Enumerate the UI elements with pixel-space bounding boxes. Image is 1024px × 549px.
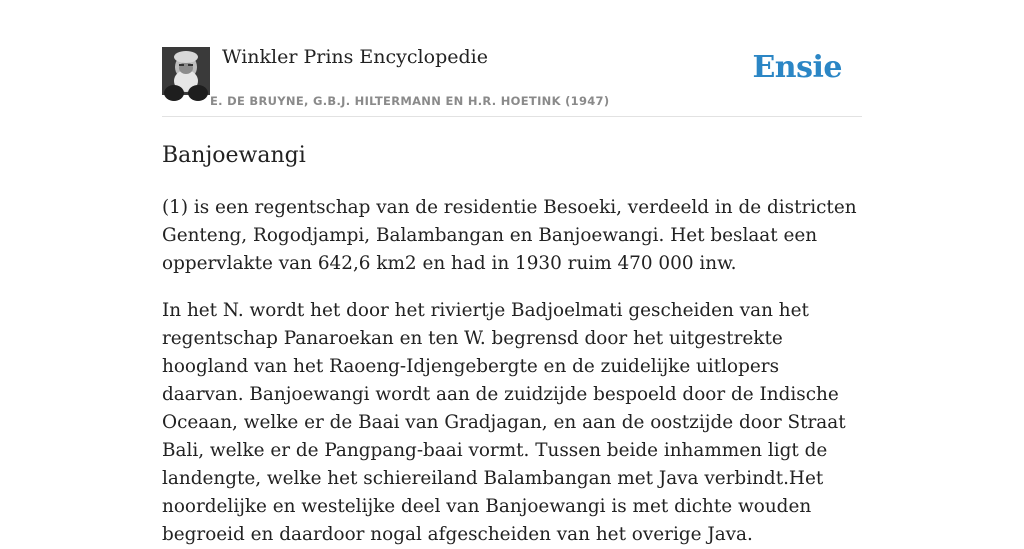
portrait-avatar-icon [162, 47, 210, 95]
content-column [162, 0, 862, 549]
article-paragraph: (1) is een regentschap van de residentie Besoeki, verdeeld in de districten Genteng, Rogodjampi, Balambangan en Banjoewangi. Het beslaat een oppervlakte van 642,6 km2 en had in 1930 ruim 470 000 inw. [162, 197, 857, 274]
authors-credit: E. DE BRUYNE, G.B.J. HILTERMANN EN H.R. HOETINK (1947) [210, 94, 610, 108]
avatar[interactable] [162, 47, 210, 95]
brand-logo[interactable]: Ensie [752, 50, 842, 85]
header [162, 0, 862, 117]
article-title: Banjoewangi [162, 143, 306, 168]
encyclopedia-title[interactable]: Winkler Prins Encyclopedie [222, 46, 488, 68]
article-paragraph: In het N. wordt het door het riviertje Badjoelmati gescheiden van het regentschap Panaroekan en ten W. begrensd door het uitgestrekte hoogland van het Raoeng-Idjengebergte en de zuidelijke uitlopers daarvan. Banjoewangi wordt aan de zuidzijde bespoeld door de Indische Oceaan, welke er de Baai van Gradjagan, en aan de oostzijde door Straat Bali, welke er de Pangpang-baai vormt. Tussen beide inhammen ligt de landengte, welke het schiereiland Balambangan met Java verbindt.Het noordelijke en westelijke deel van Banjoewangi is met dichte wouden begroeid en daardoor nogal afgescheiden van het overige Java. [162, 300, 846, 545]
